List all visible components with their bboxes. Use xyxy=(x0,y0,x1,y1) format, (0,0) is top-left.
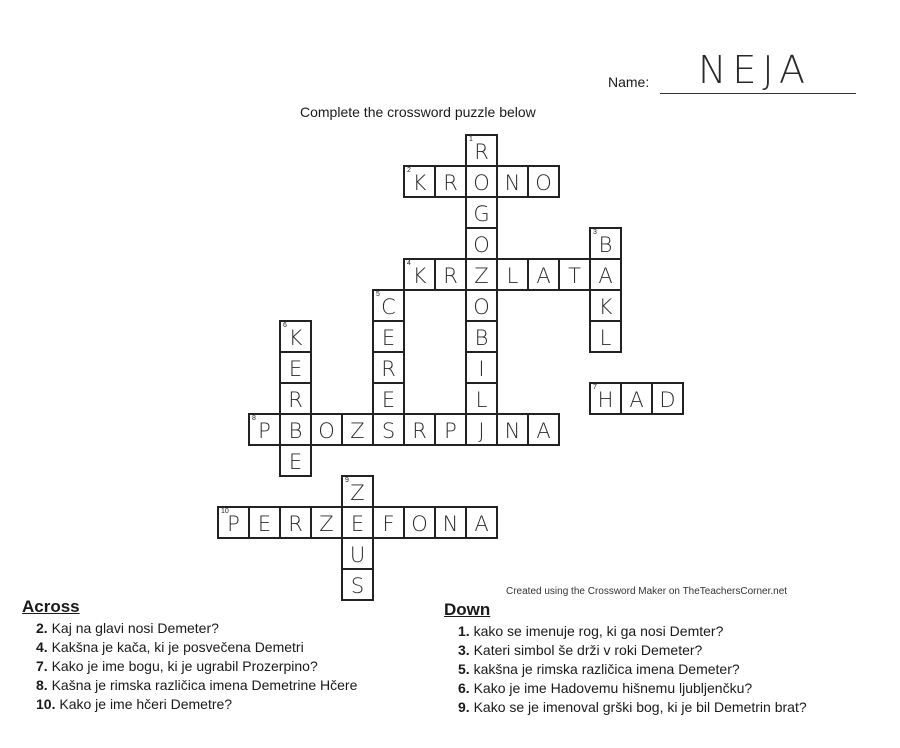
cell-letter: O xyxy=(473,295,490,319)
clue-number: 1 xyxy=(469,136,473,143)
crossword-cell[interactable] xyxy=(279,351,312,384)
cell-letter: R xyxy=(288,388,303,412)
cell-letter: S xyxy=(381,419,396,443)
across-clue: 4. Kakšna je kača, ki je posvečena Demetri xyxy=(36,639,304,655)
crossword-cell[interactable] xyxy=(465,134,498,167)
cell-letter: L xyxy=(506,264,519,288)
cell-letter: N xyxy=(504,419,521,443)
cell-letter: A xyxy=(629,388,644,412)
cell-letter: E xyxy=(381,326,396,350)
cell-letter: E xyxy=(381,388,396,412)
cell-letter: R xyxy=(381,357,396,381)
cell-letter: R xyxy=(443,264,458,288)
down-clue: 3. Kateri simbol še drži v roki Demeter? xyxy=(458,642,703,658)
clue-number: 6 xyxy=(283,322,287,329)
cell-letter: P xyxy=(444,419,457,443)
crossword-cell[interactable] xyxy=(589,320,622,353)
crossword-cell[interactable] xyxy=(310,506,343,539)
crossword-cell[interactable] xyxy=(372,506,405,539)
crossword-cell[interactable] xyxy=(372,320,405,353)
crossword-cell[interactable] xyxy=(341,475,374,508)
crossword-cell[interactable] xyxy=(465,289,498,322)
down-clue: 1. kako se imenuje rog, ki ga nosi Demter? xyxy=(458,623,724,639)
cell-letter: B xyxy=(474,326,489,350)
down-title: Down xyxy=(444,600,491,619)
crossword-cell[interactable] xyxy=(589,258,622,291)
cell-letter: K xyxy=(412,264,427,288)
cell-letter: K xyxy=(598,295,613,319)
down-clue-list xyxy=(458,622,888,717)
crossword-cell[interactable] xyxy=(279,506,312,539)
cell-letter: E xyxy=(350,512,365,536)
crossword-cell[interactable] xyxy=(403,506,436,539)
across-title: Across xyxy=(22,597,80,616)
cell-letter: H xyxy=(597,388,614,412)
cell-letter: E xyxy=(288,450,303,474)
cell-letter: F xyxy=(382,512,395,536)
cell-letter: I xyxy=(478,357,485,381)
cell-letter: C xyxy=(381,295,396,319)
crossword-cell[interactable] xyxy=(341,568,374,601)
across-clue: 8. Kašna je rimska različica imena Demetrine Hčere xyxy=(36,677,358,693)
crossword-cell[interactable] xyxy=(527,413,560,446)
cell-letter: A xyxy=(474,512,489,536)
crossword-cell[interactable] xyxy=(465,196,498,229)
cell-letter: R xyxy=(443,171,458,195)
cell-letter: E xyxy=(257,512,272,536)
cell-letter: P xyxy=(227,512,240,536)
crossword-cell[interactable] xyxy=(372,413,405,446)
crossword-cell[interactable] xyxy=(465,258,498,291)
crossword-cell[interactable] xyxy=(465,506,498,539)
cell-letter: A xyxy=(536,419,551,443)
crossword-cell[interactable] xyxy=(341,413,374,446)
cell-letter: Z xyxy=(350,481,365,505)
cell-letter: O xyxy=(411,512,428,536)
cell-letter: Z xyxy=(474,264,489,288)
cell-letter: L xyxy=(599,326,612,350)
clue-number: 5 xyxy=(376,291,380,298)
crossword-cell[interactable] xyxy=(372,382,405,415)
crossword-cell[interactable] xyxy=(279,444,312,477)
cell-letter: L xyxy=(475,388,488,412)
crossword-cell[interactable] xyxy=(558,258,591,291)
crossword-cell[interactable] xyxy=(248,413,281,446)
crossword-cell[interactable] xyxy=(403,165,436,198)
cell-letter: B xyxy=(598,233,613,257)
cell-letter: D xyxy=(659,388,676,412)
cell-letter: U xyxy=(349,543,366,567)
cell-letter: R xyxy=(474,140,489,164)
crossword-cell[interactable] xyxy=(496,165,529,198)
across-clue: 2. Kaj na glavi nosi Demeter? xyxy=(36,620,219,636)
cell-letter: R xyxy=(412,419,427,443)
name-label: Name: xyxy=(608,74,650,90)
cell-letter: A xyxy=(598,264,613,288)
down-clue: 6. Kako je ime Hadovemu hišnemu ljubljenčku? xyxy=(458,680,753,696)
cell-letter: O xyxy=(535,171,552,195)
credit-text: Created using the Crossword Maker on TheTeachersCorner.net xyxy=(506,586,788,597)
crossword-cell[interactable] xyxy=(465,413,498,446)
crossword-cell[interactable] xyxy=(465,320,498,353)
cell-letter: K xyxy=(412,171,427,195)
crossword-cell[interactable] xyxy=(589,382,622,415)
crossword-cell[interactable] xyxy=(496,258,529,291)
cell-letter: Z xyxy=(319,512,334,536)
cell-letter: B xyxy=(288,419,303,443)
name-value[interactable]: NEJA xyxy=(698,48,811,92)
crossword-cell[interactable] xyxy=(465,382,498,415)
crossword-cell[interactable] xyxy=(279,413,312,446)
cell-letter: Z xyxy=(350,419,365,443)
clue-number: 10 xyxy=(221,508,229,515)
across-clue: 10. Kako je ime hčeri Demetre? xyxy=(36,696,233,712)
cell-letter: G xyxy=(473,202,490,226)
crossword-cell[interactable] xyxy=(589,227,622,260)
cell-letter: O xyxy=(318,419,335,443)
crossword-cell[interactable] xyxy=(310,413,343,446)
crossword-cell[interactable] xyxy=(372,351,405,384)
crossword-cell[interactable] xyxy=(341,506,374,539)
cell-letter: S xyxy=(350,574,365,598)
crossword-cell[interactable] xyxy=(403,258,436,291)
across-clue-list xyxy=(36,619,446,714)
clue-number: 9 xyxy=(345,477,349,484)
crossword-cell[interactable] xyxy=(651,382,684,415)
crossword-cell[interactable] xyxy=(341,537,374,570)
cell-letter: K xyxy=(288,326,303,350)
crossword-cell[interactable] xyxy=(527,258,560,291)
crossword-cell[interactable] xyxy=(217,506,250,539)
crossword-cell[interactable] xyxy=(465,351,498,384)
crossword-cell[interactable] xyxy=(465,227,498,260)
cell-letter: N xyxy=(442,512,459,536)
crossword-cell[interactable] xyxy=(465,165,498,198)
crossword-cell[interactable] xyxy=(248,506,281,539)
crossword-cell[interactable] xyxy=(403,413,436,446)
clue-number: 7 xyxy=(593,384,597,391)
crossword-cell[interactable] xyxy=(279,382,312,415)
crossword-cell[interactable] xyxy=(434,165,467,198)
cell-letter: E xyxy=(288,357,303,381)
crossword-cell[interactable] xyxy=(527,165,560,198)
cell-letter: N xyxy=(504,171,521,195)
crossword-cell[interactable] xyxy=(434,506,467,539)
crossword-cell[interactable] xyxy=(496,413,529,446)
crossword-cell[interactable] xyxy=(620,382,653,415)
cell-letter: A xyxy=(536,264,551,288)
crossword-cell[interactable] xyxy=(279,320,312,353)
instructions: Complete the crossword puzzle below xyxy=(300,104,536,120)
down-clue: 5. kakšna je rimska različica imena Demeter? xyxy=(458,661,740,677)
down-clue: 9. Kako se je imenoval grški bog, ki je bil Demetrin brat? xyxy=(458,699,807,715)
cell-letter: O xyxy=(473,233,490,257)
cell-letter: P xyxy=(258,419,271,443)
clue-number: 2 xyxy=(407,167,411,174)
crossword-cell[interactable] xyxy=(372,289,405,322)
cell-letter: R xyxy=(288,512,303,536)
cell-letter: O xyxy=(473,171,490,195)
crossword-cell[interactable] xyxy=(589,289,622,322)
clue-number: 3 xyxy=(593,229,597,236)
across-clue: 7. Kako je ime bogu, ki je ugrabil Prozerpino? xyxy=(36,658,318,674)
crossword-cell[interactable] xyxy=(434,258,467,291)
cell-letter: J xyxy=(478,419,485,443)
cell-letter: T xyxy=(568,264,581,288)
crossword-cell[interactable] xyxy=(434,413,467,446)
clue-number: 8 xyxy=(252,415,256,422)
clue-number: 4 xyxy=(407,260,411,267)
